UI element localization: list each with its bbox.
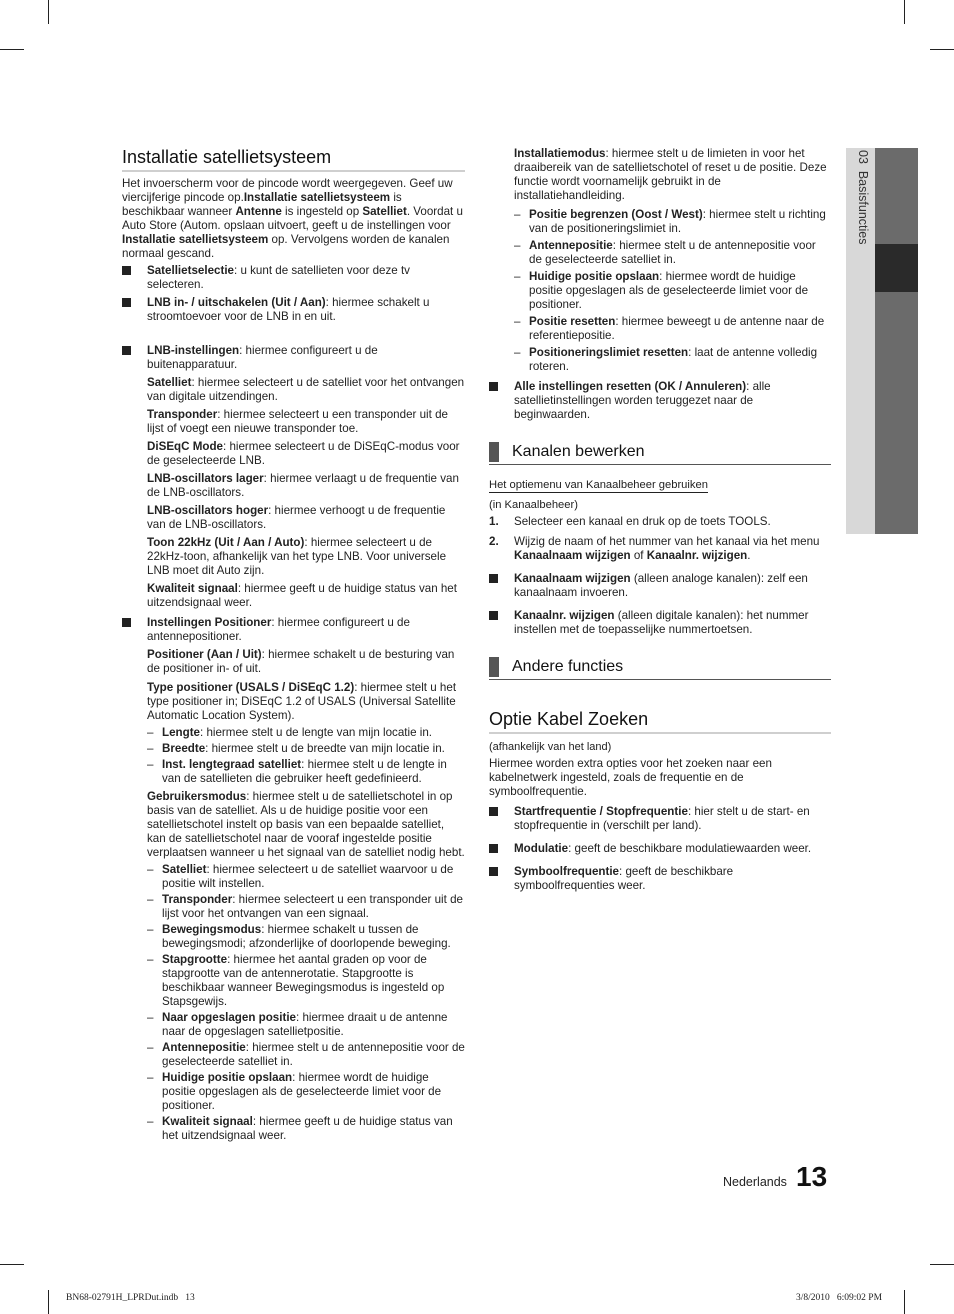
crop-mark (904, 0, 905, 24)
sub-item: Type positioner (USALS / DiSEqC 1.2): hiermee stelt u het type positioner in; DiSEqC 1.2 of USALS (Universal Satellite Automatic Location System). (147, 681, 457, 722)
sub-item: Gebruikersmodus: hiermee stelt u de satellietschotel in op basis van de satelliet. Als u de huidige positie voor een satellietschotel instelt op basis van een bepaalde satelliet, kan de satellietschotel naar de vooraf ingestelde positie verplaatsen wanneer u het signaal van de satelliet nodig hebt. (147, 790, 465, 859)
sub-item: Kwaliteit signaal: hiermee geeft u de huidige status van het uitzendsignaal weer. (147, 582, 457, 609)
list-item: Symboolfrequentie: geeft de beschikbare symboolfrequenties weer. (489, 865, 831, 893)
list-item: Kanaalnr. wijzigen (alleen digitale kanalen): het nummer instellen met de toepasselijke nummertoetsen. (489, 609, 831, 637)
list-item: Alle instellingen resetten (OK / Annuleren): alle satellietinstellingen worden teruggezet naar de beginwaarden. (489, 380, 831, 422)
sub-item: Satelliet: hiermee selecteert u de satelliet voor het ontvangen van digitale uitzendingen. (147, 376, 465, 403)
section-title: Optie Kabel Zoeken (489, 708, 831, 734)
chapter-tab-marker (875, 244, 918, 292)
bullet-icon (489, 574, 498, 583)
bullet-icon (489, 807, 498, 816)
sub-item: LNB-oscillators lager: hiermee verlaagt u de frequentie van de LNB-oscillators. (147, 472, 459, 499)
subsection-title: Kanalen bewerken (489, 442, 831, 465)
print-date: 3/8/2010 6:09:02 PM (796, 1293, 883, 1303)
sub-item: Transponder: hiermee selecteert u een transponder uit de lijst of voegt een nieuwe transponder toe. (147, 408, 448, 435)
left-column (122, 146, 465, 1145)
bullet-icon (122, 266, 131, 275)
crop-mark (930, 1264, 954, 1265)
dash-item: – Inst. lengtegraad satelliet: hiermee stelt u de lengte in van de satellieten die gebruiker heeft gedefinieerd. (147, 758, 447, 785)
crop-mark (904, 1290, 905, 1314)
crop-mark (48, 0, 49, 24)
list-item: Instellingen Positioner: hiermee configureert u de antennepositioner. (122, 616, 465, 644)
dash-item: – Antennepositie: hiermee stelt u de antennepositie voor de geselecteerde satelliet in. (514, 239, 816, 266)
list-item: LNB-instellingen: hiermee configureert u de buitenapparatuur. (122, 344, 465, 372)
option-menu-context: (in Kanaalbeheer) (489, 499, 578, 511)
list-item: Modulatie: geeft de beschikbare modulatiewaarden weer. (489, 842, 831, 856)
crop-mark (0, 1264, 24, 1265)
section-title: Installatie satellietsysteem (122, 146, 465, 172)
step-item: 1. Selecteer een kanaal en druk op de toets TOOLS. (489, 515, 771, 528)
dash-item: – Huidige positie opslaan: hiermee wordt de huidige positie opgeslagen als de geselecteerde limiet voor de positioner. (147, 1071, 442, 1112)
step-item: 2. Wijzig de naam of het nummer van het kanaal via het menu Kanaalnaam wijzigen of Kanaalnr. wijzigen. (489, 535, 820, 562)
sub-item: DiSEqC Mode: hiermee selecteert u de DiSEqC-modus voor de geselecteerde LNB. (147, 440, 460, 467)
chapter-label: 03 Basisfuncties (856, 150, 870, 245)
dash-item: – Transponder: hiermee selecteert u een transponder uit de lijst voor het ontvangen van een signaal. (147, 893, 463, 920)
option-menu-link: Het optiemenu van Kanaalbeheer gebruiken (489, 479, 708, 491)
crop-mark (0, 49, 24, 50)
sub-item: Positioner (Aan / Uit): hiermee schakelt u de besturing van de positioner in- of uit. (147, 648, 455, 675)
bullet-icon (122, 618, 131, 627)
sub-item: Toon 22kHz (Uit / Aan / Auto): hiermee selecteert u de 22kHz-toon, afhankelijk van het type LNB. Voor universele LNB moet dit Auto zijn. (147, 536, 447, 577)
right-column (489, 147, 831, 897)
bullet-icon (489, 844, 498, 853)
sub-item: LNB-oscillators hoger: hiermee verhoogt u de frequentie van de LNB-oscillators. (147, 504, 446, 531)
cable-intro: Hiermee worden extra opties voor het zoeken naar een kabelnetwerk ingesteld, zoals de frequentie en de symboolfrequentie. (489, 757, 772, 798)
chapter-tab (846, 148, 918, 534)
crop-mark (48, 1290, 49, 1314)
dash-item: – Huidige positie opslaan: hiermee wordt de huidige positie opgeslagen als de geselecteerde limiet voor de positioner. (514, 270, 809, 311)
list-item: Kanaalnaam wijzigen (alleen analoge kanalen): zelf een kanaalnaam invoeren. (489, 572, 831, 600)
dash-item: – Antennepositie: hiermee stelt u de antennepositie voor de geselecteerde satelliet in. (147, 1041, 465, 1068)
list-item: Startfrequentie / Stopfrequentie: hier stelt u de start- en stopfrequentie in (verschilt per land). (489, 805, 831, 833)
chapter-tab-dark (875, 148, 918, 534)
page-number: 13 (796, 1161, 828, 1192)
sub-item: Installatiemodus: hiermee stelt u de limieten in voor het draaibereik van de satellietschotel of reset u de positie. Deze functie wordt voornamelijk gebruikt in de installatiehandleiding. (514, 147, 827, 202)
dash-item: – Stapgrootte: hiermee het aantal graden op voor de stapgrootte van de antennerotatie. Stapgrootte is beschikbaar wanneer Bewegingsmodus is ingesteld op Stapsgewijs. (147, 953, 445, 1008)
country-note: (afhankelijk van het land) (489, 741, 612, 753)
dash-item: – Kwaliteit signaal: hiermee geeft u de huidige status van het uitzendsignaal weer. (147, 1115, 453, 1142)
subsection-title: Andere functies (489, 657, 831, 680)
bullet-icon (122, 298, 131, 307)
bullet-icon (489, 867, 498, 876)
dash-item: – Positie begrenzen (Oost / West): hiermee stelt u richting van de positioneringslimiet in. (514, 208, 826, 235)
print-file-info: BN68-02791H_LPRDut.indb 13 (66, 1293, 195, 1303)
dash-item: – Positioneringslimiet resetten: laat de antenne volledig roteren. (514, 346, 818, 373)
dash-item: – Breedte: hiermee stelt u de breedte van mijn locatie in. (147, 742, 445, 755)
heading-bar-icon (489, 657, 499, 677)
dash-item: – Satelliet: hiermee selecteert u de satelliet waarvoor u de positie wilt instellen. (147, 863, 454, 890)
dash-item: – Naar opgeslagen positie: hiermee draait u de antenne naar de opgeslagen satellietpositie. (147, 1011, 448, 1038)
list-item: LNB in- / uitschakelen (Uit / Aan): hiermee schakelt u stroomtoevoer voor de LNB in en uit. (122, 296, 465, 324)
intro-paragraph: Het invoerscherm voor de pincode wordt weergegeven. Geef uw viercijferige pincode op.Installatie satellietsysteem is beschikbaar wanneer Antenne is ingesteld op Satelliet. Voordat u Auto Store (Autom. opslaan uitvoert, geeft u de instellingen voor Installatie satellietsysteem op. Vervolgens worden de kanalen normaal gescand. (122, 177, 463, 260)
dash-item: – Lengte: hiermee stelt u de lengte van mijn locatie in. (147, 726, 433, 739)
dash-item: – Bewegingsmodus: hiermee schakelt u tussen de bewegingsmodi; afzonderlijke of doorlopende beweging. (147, 923, 451, 950)
footer-language: Nederlands (723, 1175, 787, 1189)
list-item: Satellietselectie: u kunt de satellieten voor deze tv selecteren. (122, 264, 465, 292)
dash-item: – Positie resetten: hiermee beweegt u de antenne naar de referentiepositie. (514, 315, 825, 342)
bullet-icon (489, 611, 498, 620)
bullet-icon (489, 382, 498, 391)
crop-mark (930, 49, 954, 50)
bullet-icon (122, 346, 131, 355)
heading-bar-icon (489, 442, 499, 462)
